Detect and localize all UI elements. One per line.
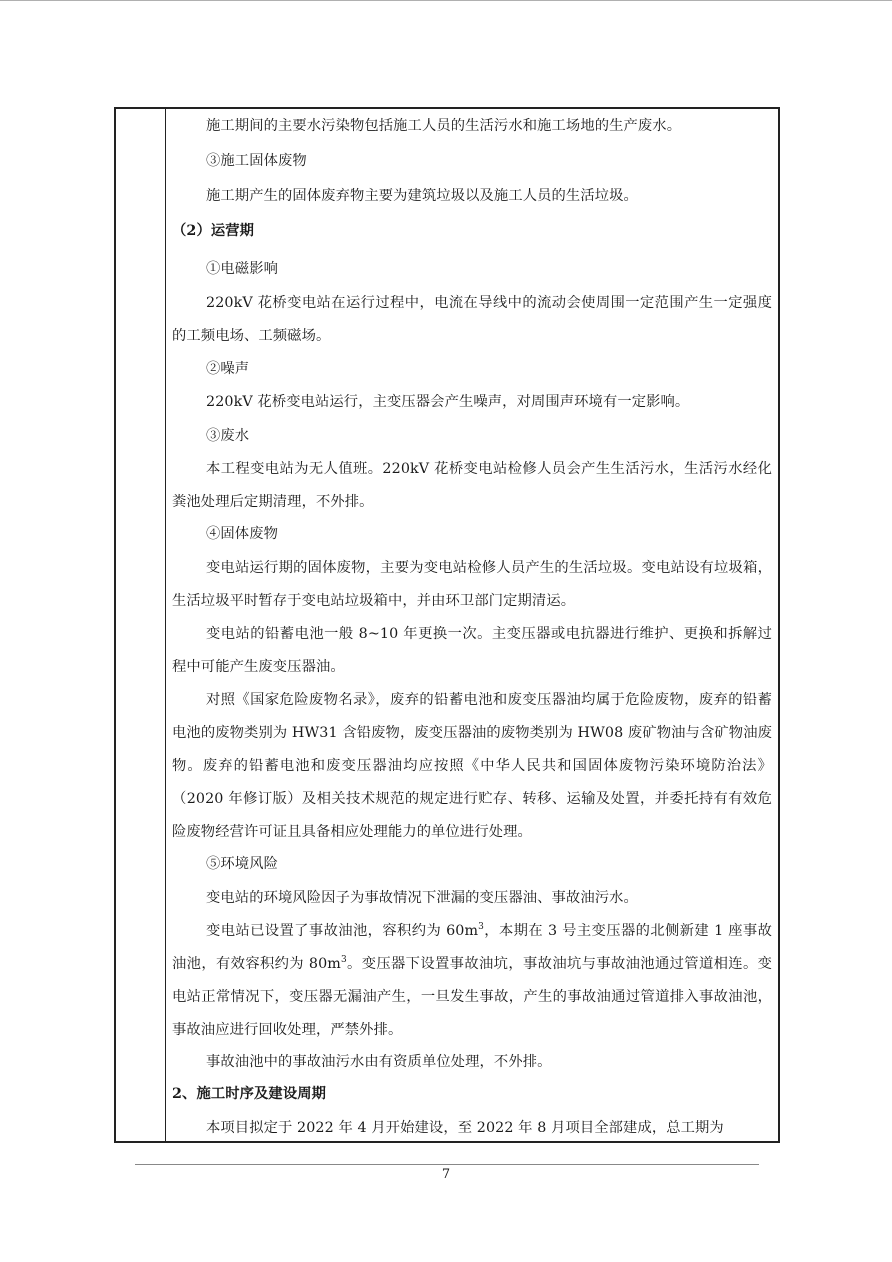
text-run: 。变压器下设置事故油坑，事故油坑与事故油池通过管道相连。变电站正常情况下，变压器无漏油产生，一旦发生事故，产生的事故油通过管道排入事故油池，事故油应进行回收处理，严禁外排。 bbox=[172, 956, 772, 1038]
table-column-divider bbox=[165, 107, 166, 1143]
paragraph-accident-oil-pool bbox=[172, 915, 772, 1047]
text-run: ，本期在 3 号主变压器的北侧新建 1 座事故油池，有效容积约为 80m bbox=[172, 923, 772, 972]
subsection-heading: ②噪声 bbox=[206, 361, 250, 377]
paragraph: 220kV 花桥变电站在运行过程中，电流在导线中的流动会使周围一定范围产生一定强度的工频电场、工频磁场。 bbox=[172, 295, 772, 344]
paragraph: 变电站的环境风险因子为事故情况下泄漏的变压器油、事故油污水。 bbox=[206, 890, 638, 906]
footer-divider bbox=[135, 1164, 759, 1165]
paragraph: 施工期间的主要水污染物包括施工人员的生活污水和施工场地的生产废水。 bbox=[206, 118, 682, 134]
subsection-heading: ⑤环境风险 bbox=[206, 856, 278, 872]
paragraph: 施工期产生的固体废弃物主要为建筑垃圾以及施工人员的生活垃圾。 bbox=[206, 188, 638, 204]
paragraph: 变电站的铅蓄电池一般 8~10 年更换一次。主变压器或电抗器进行维护、更换和拆解过程中可能产生废变压器油。 bbox=[172, 626, 772, 675]
paragraph: 对照《国家危险废物名录》，废弃的铅蓄电池和废变压器油均属于危险废物，废弃的铅蓄电池的废物类别为 HW31 含铅废物，废变压器油的废物类别为 HW08 废矿物油与含矿物油废物。废弃的铅蓄电池和废变压器油均应按照《中华人民共和国固体废物污染环境防治法》（2020 年修订版）及相关技术规范的规定进行贮存、转移、运输及处置，并委托持有有效危险废物经营许可证且具备相应处理能力的单位进行处理。 bbox=[172, 692, 772, 840]
subsection-heading: ①电磁影响 bbox=[206, 261, 278, 277]
paragraph: 事故油池中的事故油污水由有资质单位处理，不外排。 bbox=[206, 1054, 552, 1070]
subsection-heading: ④固体废物 bbox=[206, 526, 278, 542]
section-heading: 2、施工时序及建设周期 bbox=[172, 1086, 327, 1102]
text-run: 变电站已设置了事故油池，容积约为 60m bbox=[206, 923, 479, 939]
paragraph: 变电站运行期的固体废物，主要为变电站检修人员产生的生活垃圾。变电站设有垃圾箱，生活垃圾平时暂存于变电站垃圾箱中，并由环卫部门定期清运。 bbox=[172, 560, 772, 609]
superscript: 3 bbox=[478, 922, 484, 933]
paragraph: 本项目拟定于 2022 年 4 月开始建设，至 2022 年 8 月项目全部建成，总工期为 bbox=[206, 1120, 724, 1136]
subsection-heading: ③施工固体废物 bbox=[206, 153, 307, 169]
paragraph: 本工程变电站为无人值班。220kV 花桥变电站检修人员会产生生活污水，生活污水经化粪池处理后定期清理，不外排。 bbox=[172, 461, 772, 510]
page-number: 7 bbox=[441, 1167, 451, 1182]
subsection-heading: ③废水 bbox=[206, 428, 250, 444]
superscript: 3 bbox=[340, 955, 347, 966]
page-top-edge bbox=[0, 0, 892, 1]
table-content-cell bbox=[172, 107, 772, 1143]
paragraph: 220kV 花桥变电站运行，主变压器会产生噪声，对周围声环境有一定影响。 bbox=[206, 394, 690, 410]
section-heading: （2）运营期 bbox=[172, 223, 255, 239]
